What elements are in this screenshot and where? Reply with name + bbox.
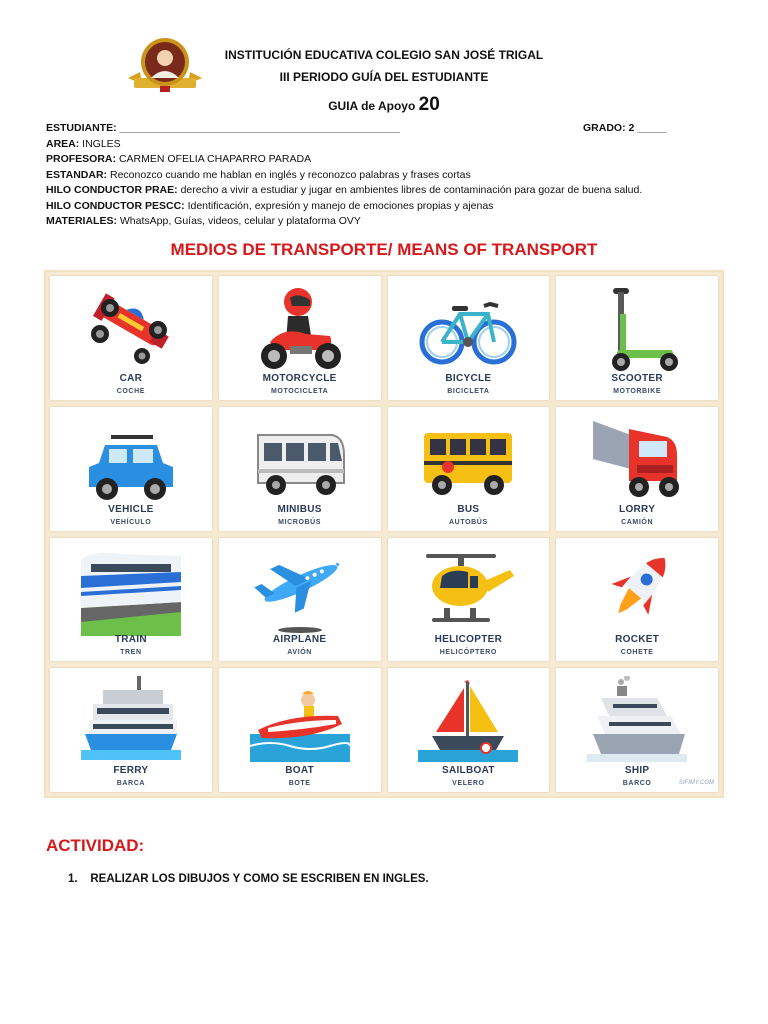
transport-card-bicycle bbox=[388, 276, 550, 400]
transport-card-ferry bbox=[50, 668, 212, 792]
card-label-es: BOTE bbox=[288, 780, 311, 787]
area-value: INGLES bbox=[82, 137, 121, 150]
card-label-es: BARCO bbox=[622, 780, 652, 787]
pescc-label: HILO CONDUCTOR PESCC: bbox=[46, 199, 185, 212]
card-label-es: MICROBÚS bbox=[278, 518, 322, 526]
prae-row bbox=[46, 183, 736, 199]
card-label-en: BUS bbox=[457, 503, 480, 515]
guide-number: 20 bbox=[418, 94, 440, 115]
card-label-es: COCHE bbox=[116, 387, 146, 395]
student-field: ________________________________________________ bbox=[119, 122, 400, 134]
card-label-en: HELICOPTER bbox=[434, 634, 503, 646]
transport-card-train bbox=[50, 538, 212, 662]
transport-card-motorcycle bbox=[219, 276, 381, 400]
teacher-label: PROFESORA: bbox=[46, 153, 117, 165]
student-info bbox=[46, 121, 736, 230]
prae-value: derecho a vivir a estudiar y jugar en ambientes libres de contaminación para gozar de buena salud. bbox=[180, 184, 643, 196]
pescc-row bbox=[46, 199, 736, 215]
minibus-icon bbox=[250, 415, 350, 505]
task-text: REALIZAR LOS DIBUJOS Y COMO SE ESCRIBEN EN INGLES. bbox=[90, 873, 429, 885]
grade-field bbox=[583, 121, 666, 137]
truck-icon bbox=[587, 415, 687, 505]
card-label-en: CAR bbox=[119, 372, 143, 384]
race-car-icon bbox=[86, 284, 176, 364]
student-label: ESTUDIANTE: bbox=[46, 122, 117, 134]
standard-label: ESTANDAR: bbox=[46, 168, 108, 181]
transport-card-minibus bbox=[219, 407, 381, 531]
card-label-en: VEHICLE bbox=[108, 503, 154, 515]
task-number: 1. bbox=[68, 873, 78, 885]
school-name: INSTITUCIÓN EDUCATIVA COLEGIO SAN JOSÉ TRIGAL bbox=[224, 48, 544, 62]
transport-card-airplane bbox=[219, 538, 381, 662]
card-label-en: LORRY bbox=[619, 503, 656, 515]
rocket-icon bbox=[587, 546, 687, 636]
card-label-en: BICYCLE bbox=[445, 372, 492, 384]
helicopter-icon bbox=[418, 546, 518, 636]
card-label-en: SHIP bbox=[624, 765, 650, 776]
transport-card-car bbox=[50, 276, 212, 400]
card-label-en: SAILBOAT bbox=[441, 765, 495, 776]
card-label-en: SCOOTER bbox=[611, 372, 663, 384]
transport-card-bus bbox=[388, 407, 550, 531]
transport-card-rocket bbox=[556, 538, 718, 662]
teacher-value: CARMEN OFELIA CHAPARRO PARADA bbox=[118, 153, 312, 165]
activity-title: ACTIVIDAD: bbox=[46, 836, 145, 855]
teacher-row bbox=[46, 152, 736, 168]
transport-card-vehicle bbox=[50, 407, 212, 531]
prae-label: HILO CONDUCTOR PRAE: bbox=[46, 184, 178, 196]
card-label-en: ROCKET bbox=[615, 634, 660, 646]
transport-card-ship bbox=[556, 668, 718, 792]
train-icon bbox=[81, 546, 181, 636]
card-label-es: MOTORBIKE bbox=[613, 387, 662, 395]
card-label-es: CAMIÓN bbox=[621, 518, 654, 526]
scooter-icon bbox=[587, 284, 687, 374]
bicycle-icon bbox=[418, 284, 518, 374]
period-title: III PERIODO GUÍA DEL ESTUDIANTE bbox=[279, 70, 489, 84]
card-label-es: TREN bbox=[120, 649, 142, 657]
watermark: SIFIMY.COM bbox=[678, 780, 714, 786]
cruise-ship-icon bbox=[587, 676, 687, 766]
materials-label: MATERIALES: bbox=[46, 215, 117, 227]
guide-label: GUIA de Apoyo bbox=[328, 99, 416, 113]
section-title: MEDIOS DE TRANSPORTE/ MEANS OF TRANSPORT bbox=[170, 240, 598, 259]
student-row bbox=[46, 121, 736, 137]
area-label: AREA: bbox=[46, 137, 80, 150]
grade-value: 2 _____ bbox=[628, 122, 667, 134]
card-label-en: MOTORCYCLE bbox=[262, 372, 337, 384]
pescc-value: Identificación, expresión y manejo de emociones propias y ajenas bbox=[187, 199, 494, 212]
jeep-icon bbox=[81, 415, 181, 505]
standard-row bbox=[46, 168, 736, 184]
activity-task bbox=[68, 873, 429, 885]
materials-row bbox=[46, 214, 736, 230]
card-label-en: BOAT bbox=[285, 765, 315, 776]
card-label-en: FERRY bbox=[113, 765, 149, 776]
grade-label: GRADO: bbox=[583, 122, 626, 134]
transport-card-boat bbox=[219, 668, 381, 792]
card-label-en: MINIBUS bbox=[277, 503, 322, 515]
card-label-es: AUTOBÚS bbox=[449, 518, 488, 526]
card-label-es: BARCA bbox=[116, 780, 146, 787]
card-label-en: TRAIN bbox=[114, 634, 147, 646]
card-label-en: AIRPLANE bbox=[272, 634, 327, 646]
card-label-es: MOTOCICLETA bbox=[270, 387, 329, 395]
school-bus-icon bbox=[418, 415, 518, 505]
transport-card-sailboat bbox=[388, 668, 550, 792]
card-label-es: BICICLETA bbox=[447, 387, 490, 395]
transport-card-scooter bbox=[556, 276, 718, 400]
card-label-es: VELERO bbox=[452, 780, 485, 787]
sailboat-icon bbox=[418, 676, 518, 766]
card-label-es: HELICÓPTERO bbox=[439, 649, 497, 657]
transport-card-helicopter bbox=[388, 538, 550, 662]
ferry-icon bbox=[81, 676, 181, 766]
speedboat-icon bbox=[250, 676, 350, 766]
card-label-es: AVIÓN bbox=[287, 649, 312, 657]
airplane-icon bbox=[250, 546, 350, 636]
transport-grid bbox=[44, 270, 724, 798]
transport-card-lorry bbox=[556, 407, 718, 531]
card-label-es: COHETE bbox=[620, 649, 654, 657]
area-row bbox=[46, 137, 736, 153]
motorcycle-icon bbox=[250, 284, 350, 374]
standard-value: Reconozco cuando me hablan en inglés y reconozco palabras y frases cortas bbox=[109, 168, 471, 181]
materials-value: WhatsApp, Guías, videos, celular y plataforma OVY bbox=[119, 215, 361, 227]
guide-title bbox=[0, 94, 768, 116]
card-label-es: VEHÍCULO bbox=[110, 518, 152, 526]
school-logo bbox=[124, 34, 206, 98]
